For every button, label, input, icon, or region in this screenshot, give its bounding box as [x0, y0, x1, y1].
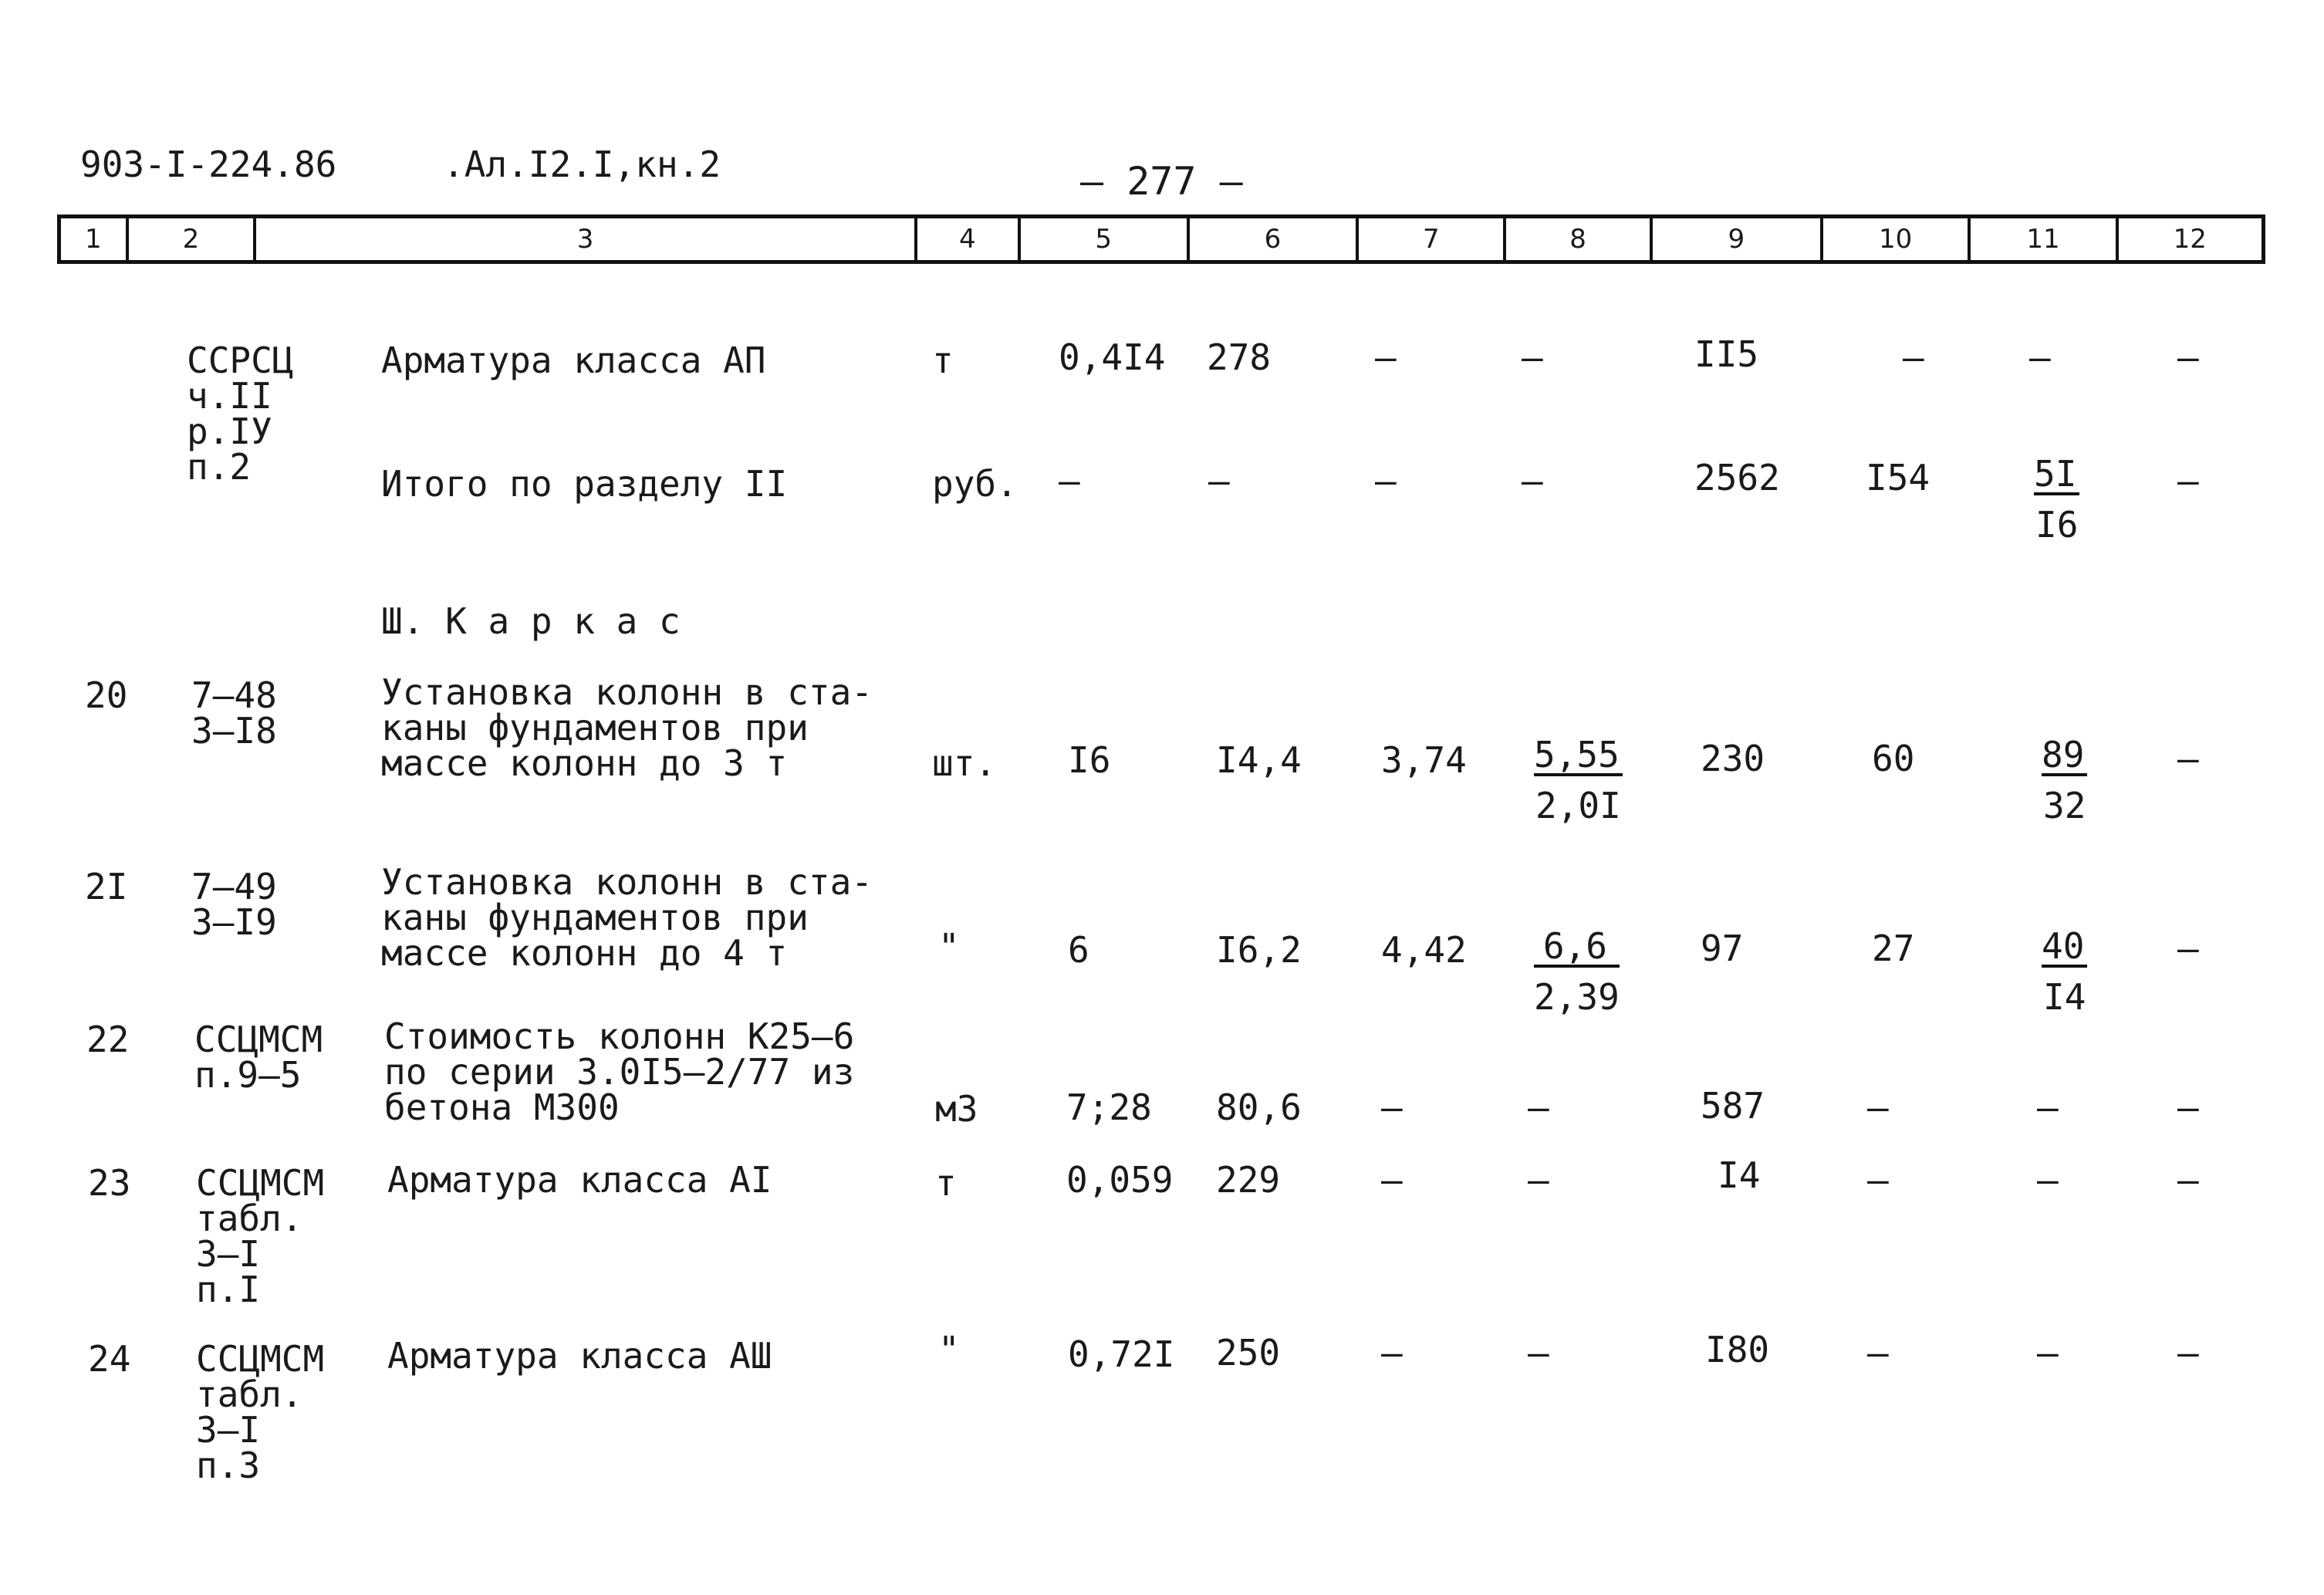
row-col8: – [1528, 1086, 1549, 1128]
row-col8: – [1522, 336, 1543, 378]
column-header: 6 [1190, 218, 1359, 260]
row-description: Установка колонн в ста- каны фундаментов при массе колонн до 3 т [381, 671, 873, 784]
row-code: ССЦМСМ табл. 3–I п.3 [196, 1338, 325, 1486]
row-col11: – [2037, 1086, 2059, 1128]
row-unit-cost: 229 [1216, 1159, 1281, 1201]
row-col10: 60 [1872, 738, 1915, 779]
row-col11: – [2029, 336, 2051, 378]
row-col8-fraction [1534, 734, 1623, 826]
row-description: Арматура класса АП [381, 340, 766, 381]
row-code: 7–49 3–I9 [191, 866, 277, 943]
fraction-numerator: 5,55 [1534, 738, 1623, 776]
section-heading: Ш. К а р к а с [381, 600, 681, 642]
row-col11: – [2037, 1332, 2059, 1374]
row-col8: – [1522, 460, 1543, 502]
row-col7: – [1381, 1159, 1403, 1201]
column-header: 10 [1823, 218, 1971, 260]
row-quantity: I6 [1068, 739, 1111, 781]
row-col12: – [2177, 1159, 2199, 1201]
row-col7: – [1381, 1332, 1403, 1374]
fraction-denominator: 2,0I [1535, 785, 1621, 826]
row-number: 22 [86, 1019, 130, 1060]
row-unit: шт. [932, 742, 997, 784]
row-col12: – [2177, 1332, 2199, 1374]
column-header: 5 [1021, 218, 1190, 260]
column-header: 12 [2173, 224, 2207, 255]
row-number: 20 [85, 674, 128, 716]
row-col10: I54 [1866, 457, 1930, 498]
row-col10: 27 [1872, 928, 1915, 969]
column-header: 4 [917, 218, 1021, 260]
row-col7: – [1375, 336, 1397, 378]
row-col7: 4,42 [1381, 929, 1467, 971]
row-col10: – [1867, 1159, 1889, 1201]
row-quantity: – [1059, 460, 1080, 502]
row-quantity: 0,059 [1066, 1159, 1174, 1201]
row-quantity: 0,4I4 [1059, 336, 1166, 378]
row-unit-cost: – [1208, 460, 1230, 502]
album-reference: .Ал.I2.I,кн.2 [443, 144, 721, 185]
row-col11-fraction [2034, 453, 2079, 546]
row-col8: – [1528, 1332, 1549, 1374]
column-header: 3 [256, 218, 917, 260]
column-header: 11 [1971, 218, 2118, 260]
row-code: ССЦМСМ табл. 3–I п.I [196, 1162, 325, 1310]
row-col12: – [2177, 738, 2199, 779]
row-unit: т [935, 1162, 957, 1204]
row-unit: " [938, 926, 960, 968]
row-number: 23 [88, 1162, 131, 1204]
row-code: 7–48 3–I8 [191, 674, 277, 752]
column-header: 8 [1506, 218, 1652, 260]
row-col10: – [1867, 1332, 1889, 1374]
row-unit-cost: 80,6 [1216, 1086, 1302, 1128]
row-description: Арматура класса АШ [387, 1335, 772, 1377]
row-total-cost: 230 [1701, 738, 1765, 779]
fraction-numerator: 5I [2034, 457, 2079, 495]
row-number: 24 [88, 1338, 131, 1380]
fraction-denominator: I4 [2043, 976, 2086, 1018]
row-col10: – [1903, 336, 1924, 378]
row-unit-cost: 250 [1216, 1332, 1281, 1374]
row-col7: – [1381, 1086, 1403, 1128]
row-total-cost: I4 [1718, 1154, 1761, 1196]
row-total-cost: 2562 [1694, 457, 1780, 498]
row-unit: руб. [932, 463, 1018, 505]
row-col12: – [2177, 1086, 2199, 1128]
row-unit: " [938, 1329, 960, 1370]
fraction-numerator: 6,6 [1534, 929, 1620, 968]
row-col7: – [1375, 460, 1397, 502]
row-unit-cost: I4,4 [1216, 739, 1302, 781]
column-header-row [57, 215, 2265, 264]
row-unit: т [932, 340, 954, 381]
fraction-denominator: 2,39 [1534, 976, 1620, 1018]
row-unit-cost: 278 [1207, 336, 1272, 378]
subtotal-label: Итого по разделу II [381, 463, 788, 505]
column-header: 2 [129, 218, 256, 260]
document-code: 903-I-224.86 [80, 144, 337, 185]
row-description: Стоимость колонн К25–6 по серии 3.0I5–2/77 из бетона М300 [384, 1015, 855, 1128]
row-number: 2I [85, 866, 128, 907]
row-col10: – [1867, 1086, 1889, 1128]
row-total-cost: II5 [1694, 333, 1759, 375]
row-unit: м3 [935, 1088, 978, 1130]
column-header: 1 [61, 218, 129, 260]
row-col11-fraction [2042, 734, 2087, 826]
fraction-denominator: I6 [2035, 504, 2079, 546]
row-description: Арматура класса АI [387, 1159, 772, 1201]
row-col12: – [2177, 460, 2199, 502]
fraction-denominator: 32 [2043, 785, 2086, 826]
row-code: ССРСЦ ч.II р.IУ п.2 [187, 340, 294, 488]
row-col7: 3,74 [1381, 739, 1467, 781]
row-total-cost: I80 [1705, 1329, 1770, 1370]
row-col11-fraction [2042, 925, 2087, 1018]
row-quantity: 6 [1068, 929, 1089, 971]
row-quantity: 7;28 [1066, 1086, 1152, 1128]
row-col8-fraction [1534, 925, 1620, 1018]
column-header: 9 [1653, 218, 1823, 260]
row-total-cost: 97 [1701, 928, 1744, 969]
fraction-numerator: 40 [2042, 929, 2087, 968]
row-description: Установка колонн в ста- каны фундаментов при массе колонн до 4 т [381, 861, 873, 974]
fraction-numerator: 89 [2042, 738, 2087, 776]
column-header: 7 [1359, 218, 1506, 260]
row-total-cost: 587 [1701, 1085, 1765, 1127]
row-col12: – [2177, 336, 2199, 378]
row-col11: – [2037, 1159, 2059, 1201]
row-col8: – [1528, 1159, 1549, 1201]
row-code: ССЦМСМ п.9–5 [194, 1019, 323, 1096]
row-unit-cost: I6,2 [1216, 929, 1302, 971]
row-col12: – [2177, 928, 2199, 969]
page-number: — 277 — [1080, 159, 1243, 204]
row-quantity: 0,72I [1068, 1333, 1175, 1375]
